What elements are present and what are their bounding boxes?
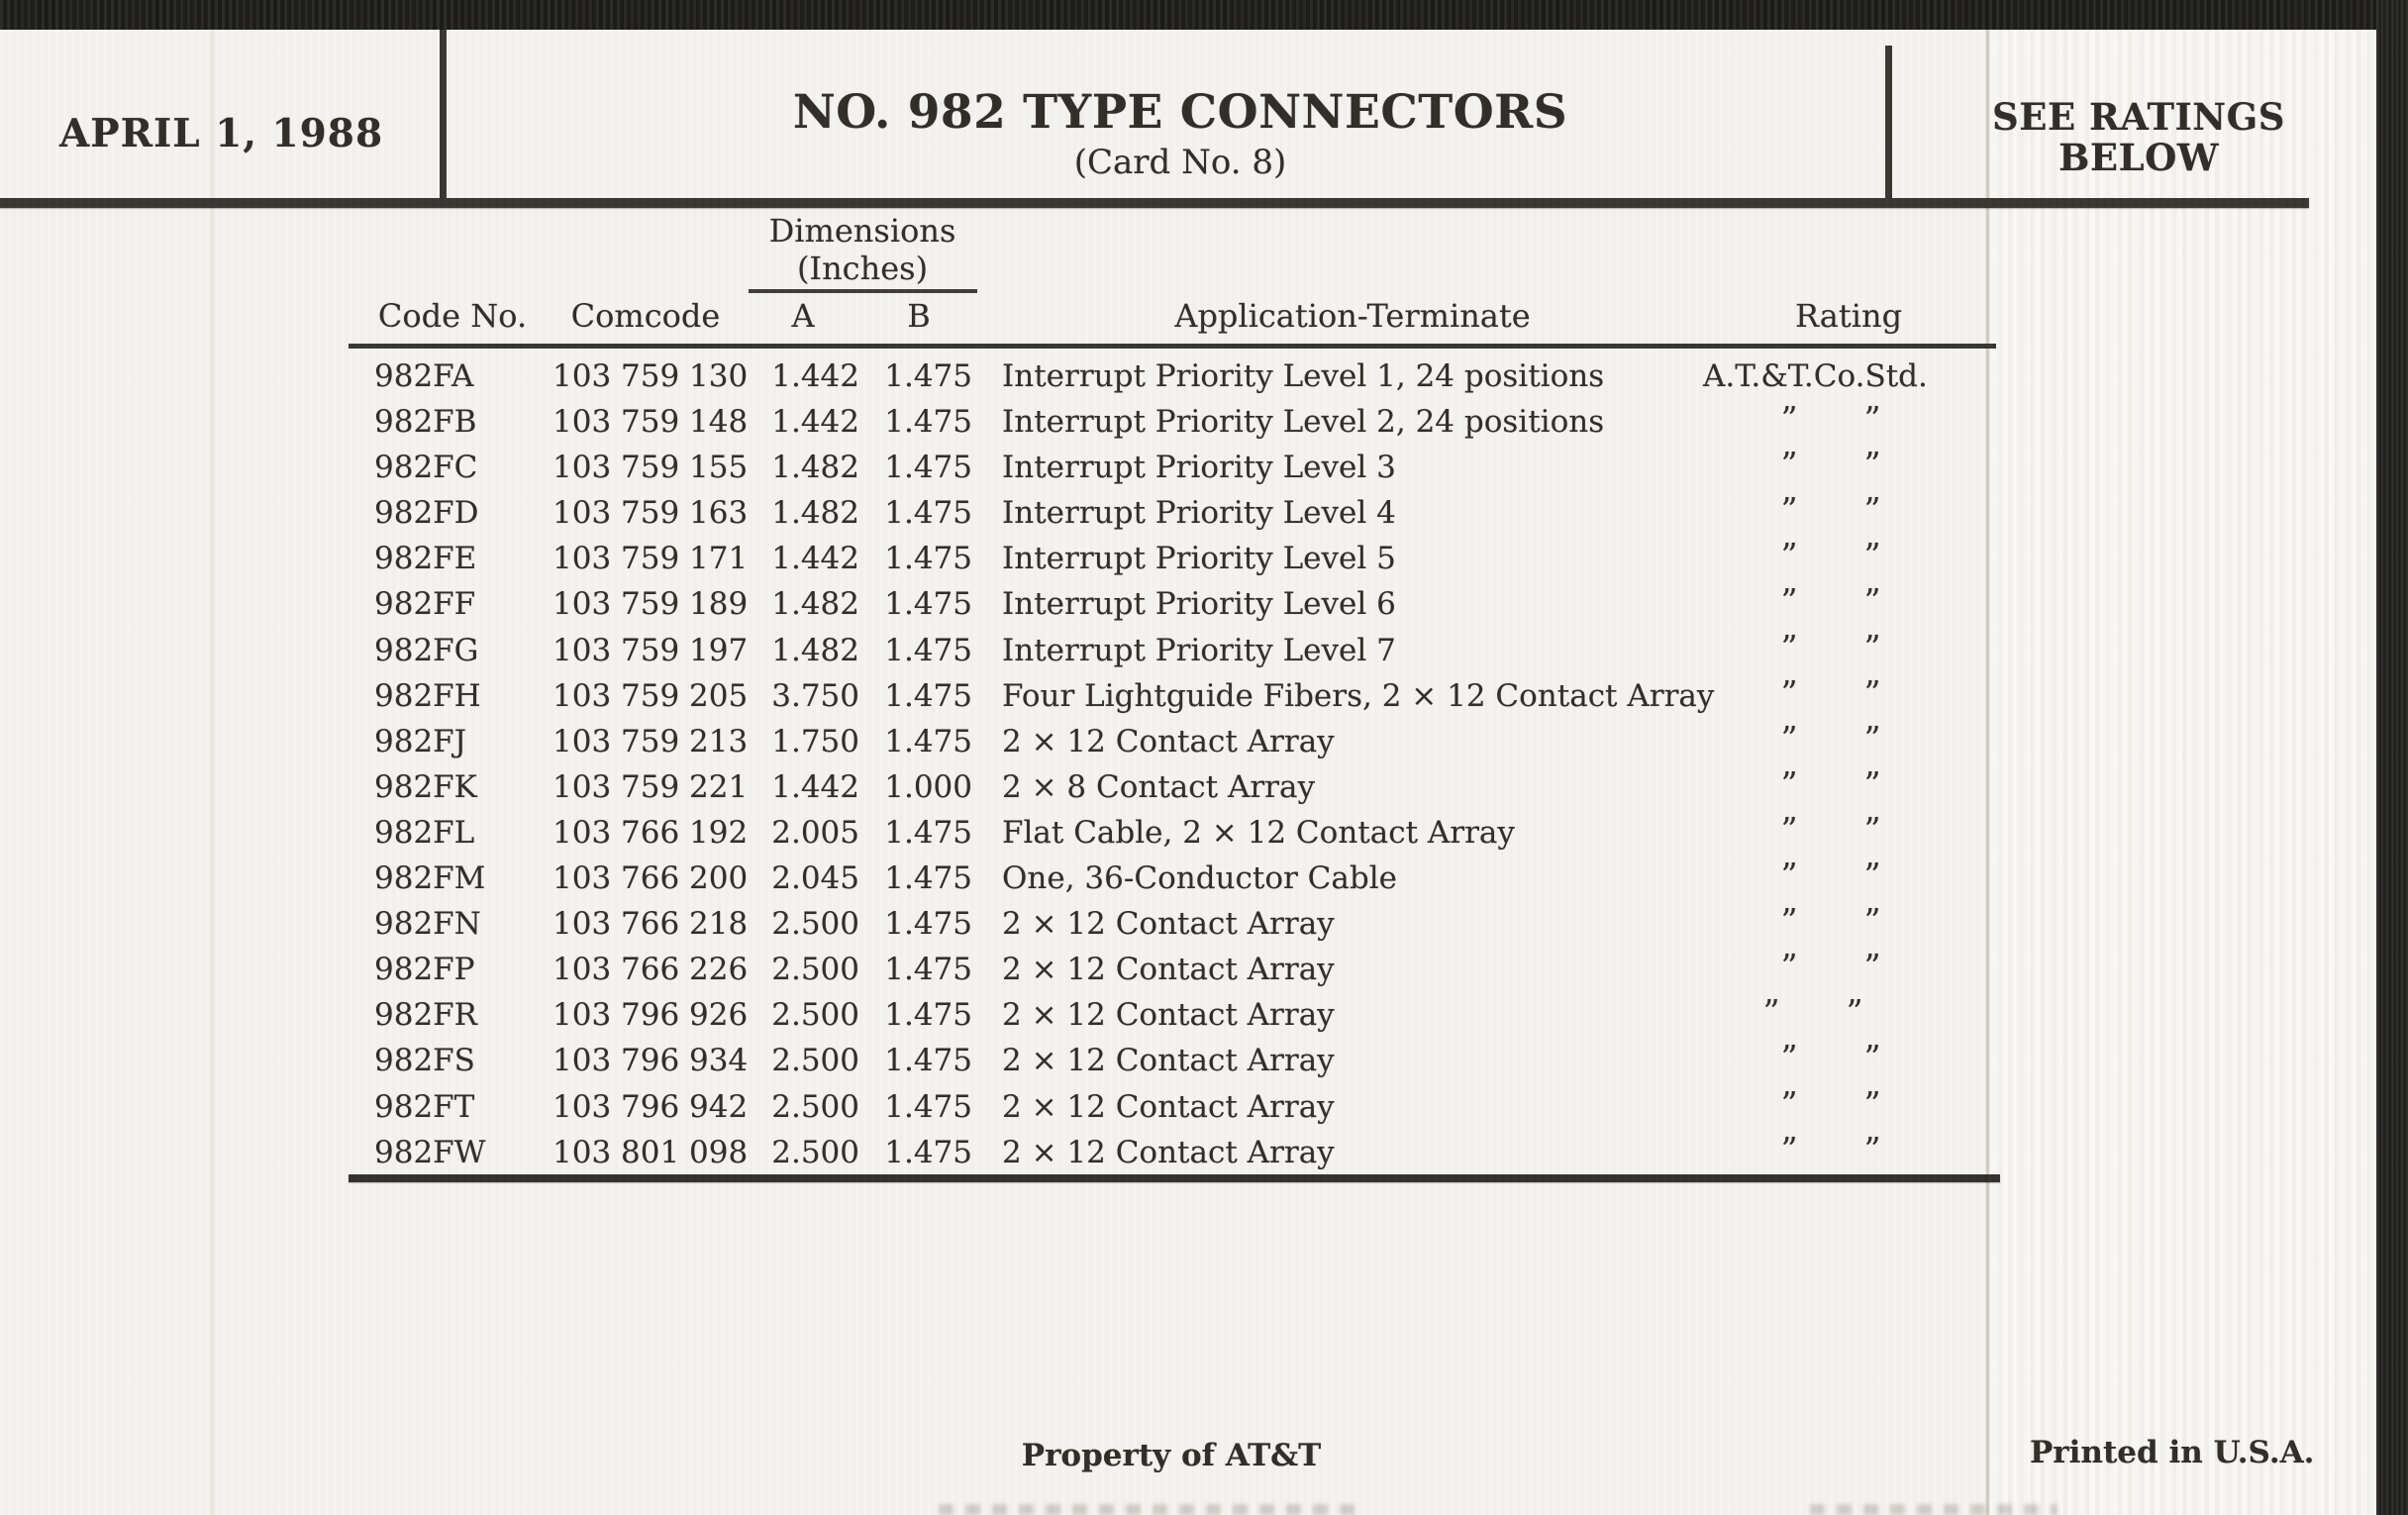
scanner-top-edge bbox=[0, 0, 2408, 30]
cell-dimension-b: 1.475 bbox=[884, 952, 972, 988]
cell-comcode: 103 759 163 bbox=[552, 495, 749, 532]
cell-dimension-a: 2.500 bbox=[771, 1134, 859, 1170]
cell-code-no: 982FD bbox=[374, 495, 479, 532]
cell-comcode: 103 759 130 bbox=[552, 358, 749, 394]
cell-code-no: 982FC bbox=[374, 450, 478, 486]
cell-code-no: 982FK bbox=[374, 768, 477, 805]
cell-dimension-b: 1.475 bbox=[884, 860, 972, 897]
cell-dimension-a: 1.442 bbox=[771, 541, 859, 577]
table-bottom-rule bbox=[349, 1174, 2000, 1182]
cell-application-terminate: Four Lightguide Fibers, 2 × 12 Contact Array bbox=[1002, 677, 1715, 714]
ratings-note-line2: BELOW bbox=[2058, 136, 2219, 179]
table-row bbox=[0, 718, 2408, 766]
table-row bbox=[0, 672, 2408, 721]
cell-rating-ditto: ” bbox=[1780, 718, 1798, 758]
cell-rating-ditto: ” bbox=[1863, 627, 1881, 666]
cell-dimension-b: 1.475 bbox=[884, 450, 972, 486]
cell-dimension-a: 1.482 bbox=[771, 632, 859, 668]
table-row bbox=[0, 492, 2408, 538]
cell-rating-ditto: ” bbox=[1863, 1083, 1881, 1123]
table-row bbox=[0, 1040, 2408, 1085]
cell-application-terminate: Interrupt Priority Level 2, 24 positions bbox=[1002, 404, 1605, 441]
cell-dimension-a: 2.500 bbox=[771, 997, 859, 1034]
cell-dimension-b: 1.475 bbox=[884, 632, 972, 668]
cell-code-no: 982FH bbox=[374, 677, 481, 714]
cell-comcode: 103 796 942 bbox=[552, 1088, 749, 1125]
cell-application-terminate: One, 36-Conductor Cable bbox=[1002, 860, 1397, 897]
cell-comcode: 103 759 148 bbox=[552, 404, 749, 441]
cell-code-no: 982FE bbox=[374, 541, 477, 577]
column-header-rating: Rating bbox=[1794, 297, 1903, 335]
cell-code-no: 982FA bbox=[374, 358, 474, 394]
cell-code-no: 982FB bbox=[374, 404, 477, 441]
title-block bbox=[586, 85, 1774, 182]
cell-code-no: 982FG bbox=[374, 632, 479, 668]
cell-dimension-a: 2.500 bbox=[771, 1088, 859, 1125]
cell-dimension-b: 1.475 bbox=[884, 586, 972, 623]
cell-comcode: 103 759 221 bbox=[552, 768, 749, 805]
header-vertical-rule-right bbox=[1885, 46, 1892, 200]
ratings-note bbox=[1937, 97, 2341, 178]
cell-dimension-b: 1.475 bbox=[884, 1043, 972, 1079]
cell-dimension-b: 1.475 bbox=[884, 677, 972, 714]
cell-rating-ditto: ” bbox=[1780, 490, 1798, 530]
dimensions-group-unit: (Inches) bbox=[796, 250, 929, 287]
cell-application-terminate: Interrupt Priority Level 4 bbox=[1002, 495, 1396, 532]
cell-application-terminate: Flat Cable, 2 × 12 Contact Array bbox=[1002, 814, 1515, 851]
cell-rating-ditto: ” bbox=[1863, 809, 1881, 849]
scan-artifact-cutoff-text bbox=[1810, 1504, 2057, 1515]
page-title: NO. 982 TYPE CONNECTORS bbox=[792, 85, 1568, 140]
cell-code-no: 982FN bbox=[374, 906, 481, 943]
cell-rating-ditto: ” bbox=[1762, 992, 1780, 1032]
cell-application-terminate: 2 × 12 Contact Array bbox=[1002, 952, 1335, 988]
cell-comcode: 103 766 192 bbox=[552, 814, 749, 851]
table-row bbox=[0, 447, 2408, 492]
table-row bbox=[0, 627, 2408, 675]
cell-application-terminate: 2 × 12 Contact Array bbox=[1002, 997, 1335, 1034]
printed-notice: Printed in U.S.A. bbox=[2030, 1435, 2315, 1470]
cell-rating-ditto: ” bbox=[1863, 1129, 1881, 1168]
table-row bbox=[0, 903, 2408, 949]
table-row bbox=[0, 1083, 2408, 1132]
cell-application-terminate: 2 × 12 Contact Array bbox=[1002, 906, 1335, 943]
cell-application-terminate: Interrupt Priority Level 1, 24 positions bbox=[1002, 358, 1605, 394]
cell-code-no: 982FS bbox=[374, 1043, 475, 1079]
cell-rating-ditto: ” bbox=[1863, 536, 1881, 575]
cell-rating-ditto: ” bbox=[1780, 1129, 1798, 1168]
cell-dimension-b: 1.475 bbox=[884, 814, 972, 851]
cell-comcode: 103 759 213 bbox=[552, 723, 749, 759]
cell-rating-ditto: ” bbox=[1780, 445, 1798, 484]
cell-rating-ditto: ” bbox=[1863, 856, 1881, 895]
cell-application-terminate: 2 × 12 Contact Array bbox=[1002, 1134, 1335, 1170]
cell-application-terminate: 2 × 8 Contact Array bbox=[1002, 768, 1315, 805]
cell-comcode: 103 759 171 bbox=[552, 541, 749, 577]
cell-rating-ditto: ” bbox=[1780, 947, 1798, 986]
cell-dimension-a: 2.500 bbox=[771, 1043, 859, 1079]
cell-code-no: 982FW bbox=[374, 1134, 486, 1170]
cell-application-terminate: Interrupt Priority Level 7 bbox=[1002, 632, 1396, 668]
cell-dimension-b: 1.475 bbox=[884, 906, 972, 943]
cell-comcode: 103 766 200 bbox=[552, 860, 749, 897]
cell-rating-ditto: ” bbox=[1846, 992, 1863, 1032]
cell-dimension-b: 1.475 bbox=[884, 1134, 972, 1170]
cell-rating-ditto: ” bbox=[1780, 627, 1798, 666]
table-row bbox=[0, 583, 2408, 629]
cell-rating-ditto: ” bbox=[1780, 399, 1798, 439]
cell-dimension-a: 1.482 bbox=[771, 586, 859, 623]
header-vertical-rule-left bbox=[440, 30, 447, 200]
cell-dimension-a: 1.750 bbox=[771, 723, 859, 759]
cell-dimension-b: 1.475 bbox=[884, 997, 972, 1034]
cell-rating-ditto: ” bbox=[1863, 445, 1881, 484]
cell-rating: A.T.&T.Co.Std. bbox=[1703, 358, 1928, 394]
column-header-comcode: Comcode bbox=[570, 297, 721, 335]
cell-rating-ditto: ” bbox=[1780, 1038, 1798, 1077]
date-label: APRIL 1, 1988 bbox=[59, 111, 384, 156]
cell-code-no: 982FJ bbox=[374, 723, 467, 759]
dimensions-group-underline bbox=[749, 289, 977, 293]
table-header-rule bbox=[349, 344, 1996, 349]
cell-rating-ditto: ” bbox=[1780, 901, 1798, 941]
cell-dimension-a: 3.750 bbox=[771, 677, 859, 714]
cell-dimension-b: 1.475 bbox=[884, 495, 972, 532]
cell-dimension-a: 1.442 bbox=[771, 404, 859, 441]
column-header-code-no: Code No. bbox=[377, 297, 528, 335]
cell-dimension-b: 1.475 bbox=[884, 723, 972, 759]
table-row bbox=[0, 949, 2408, 994]
cell-rating-ditto: ” bbox=[1863, 901, 1881, 941]
dimensions-group-label: Dimensions bbox=[768, 212, 956, 250]
cell-comcode: 103 796 934 bbox=[552, 1043, 749, 1079]
cell-rating-ditto: ” bbox=[1863, 763, 1881, 803]
table-row bbox=[0, 538, 2408, 583]
cell-comcode: 103 766 226 bbox=[552, 952, 749, 988]
cell-application-terminate: 2 × 12 Contact Array bbox=[1002, 1088, 1335, 1125]
table-rows bbox=[0, 355, 2408, 1177]
table-row bbox=[0, 355, 2408, 401]
cell-rating-ditto: ” bbox=[1780, 809, 1798, 849]
cell-rating-ditto: ” bbox=[1863, 581, 1881, 621]
cell-rating-ditto: ” bbox=[1780, 1083, 1798, 1123]
cell-dimension-a: 1.442 bbox=[771, 768, 859, 805]
cell-dimension-b: 1.475 bbox=[884, 404, 972, 441]
cell-dimension-a: 2.005 bbox=[771, 814, 859, 851]
scan-artifact-cutoff-text bbox=[939, 1504, 1364, 1515]
cell-comcode: 103 796 926 bbox=[552, 997, 749, 1034]
cell-code-no: 982FT bbox=[374, 1088, 475, 1125]
header-divider-rule bbox=[0, 198, 2309, 208]
cell-dimension-b: 1.475 bbox=[884, 1088, 972, 1125]
cell-rating-ditto: ” bbox=[1863, 672, 1881, 712]
table-row bbox=[0, 763, 2408, 812]
cell-dimension-a: 2.500 bbox=[771, 906, 859, 943]
cell-dimension-a: 1.442 bbox=[771, 358, 859, 394]
column-header-a: A bbox=[791, 297, 815, 335]
cell-rating-ditto: ” bbox=[1863, 718, 1881, 758]
cell-dimension-b: 1.000 bbox=[884, 768, 972, 805]
cell-code-no: 982FF bbox=[374, 586, 476, 623]
cell-rating-ditto: ” bbox=[1780, 536, 1798, 575]
cell-dimension-a: 1.482 bbox=[771, 495, 859, 532]
cell-code-no: 982FR bbox=[374, 997, 478, 1034]
cell-comcode: 103 801 098 bbox=[552, 1134, 749, 1170]
table-row bbox=[0, 401, 2408, 447]
cell-application-terminate: 2 × 12 Contact Array bbox=[1002, 1043, 1335, 1079]
cell-comcode: 103 759 155 bbox=[552, 450, 749, 486]
cell-rating-ditto: ” bbox=[1863, 490, 1881, 530]
cell-dimension-b: 1.475 bbox=[884, 541, 972, 577]
cell-rating-ditto: ” bbox=[1863, 1038, 1881, 1077]
cell-rating-ditto: ” bbox=[1863, 399, 1881, 439]
cell-rating-ditto: ” bbox=[1780, 581, 1798, 621]
cell-rating-ditto: ” bbox=[1863, 947, 1881, 986]
cell-application-terminate: 2 × 12 Contact Array bbox=[1002, 723, 1335, 759]
cell-dimension-a: 2.500 bbox=[771, 952, 859, 988]
table-row bbox=[0, 1129, 2408, 1177]
cell-comcode: 103 759 197 bbox=[552, 632, 749, 668]
cell-code-no: 982FP bbox=[374, 952, 475, 988]
cell-code-no: 982FM bbox=[374, 860, 486, 897]
property-notice: Property of AT&T bbox=[1021, 1438, 1322, 1473]
table-row bbox=[0, 994, 2408, 1040]
column-header-application-terminate: Application-Terminate bbox=[1174, 297, 1531, 335]
cell-application-terminate: Interrupt Priority Level 6 bbox=[1002, 586, 1396, 623]
cell-dimension-a: 2.045 bbox=[771, 860, 859, 897]
cell-comcode: 103 759 205 bbox=[552, 677, 749, 714]
ratings-note-line1: SEE RATINGS bbox=[1992, 95, 2285, 139]
cell-application-terminate: Interrupt Priority Level 3 bbox=[1002, 450, 1396, 486]
cell-rating-ditto: ” bbox=[1780, 763, 1798, 803]
cell-rating-ditto: ” bbox=[1780, 856, 1798, 895]
cell-code-no: 982FL bbox=[374, 814, 475, 851]
cell-rating-ditto: ” bbox=[1780, 672, 1798, 712]
table-row bbox=[0, 809, 2408, 858]
cell-dimension-a: 1.482 bbox=[771, 450, 859, 486]
column-header-b: B bbox=[907, 297, 931, 335]
page-subtitle: (Card No. 8) bbox=[1073, 143, 1287, 182]
cell-dimension-b: 1.475 bbox=[884, 358, 972, 394]
cell-application-terminate: Interrupt Priority Level 5 bbox=[1002, 541, 1396, 577]
cell-comcode: 103 766 218 bbox=[552, 906, 749, 943]
cell-comcode: 103 759 189 bbox=[552, 586, 749, 623]
table-row bbox=[0, 858, 2408, 903]
